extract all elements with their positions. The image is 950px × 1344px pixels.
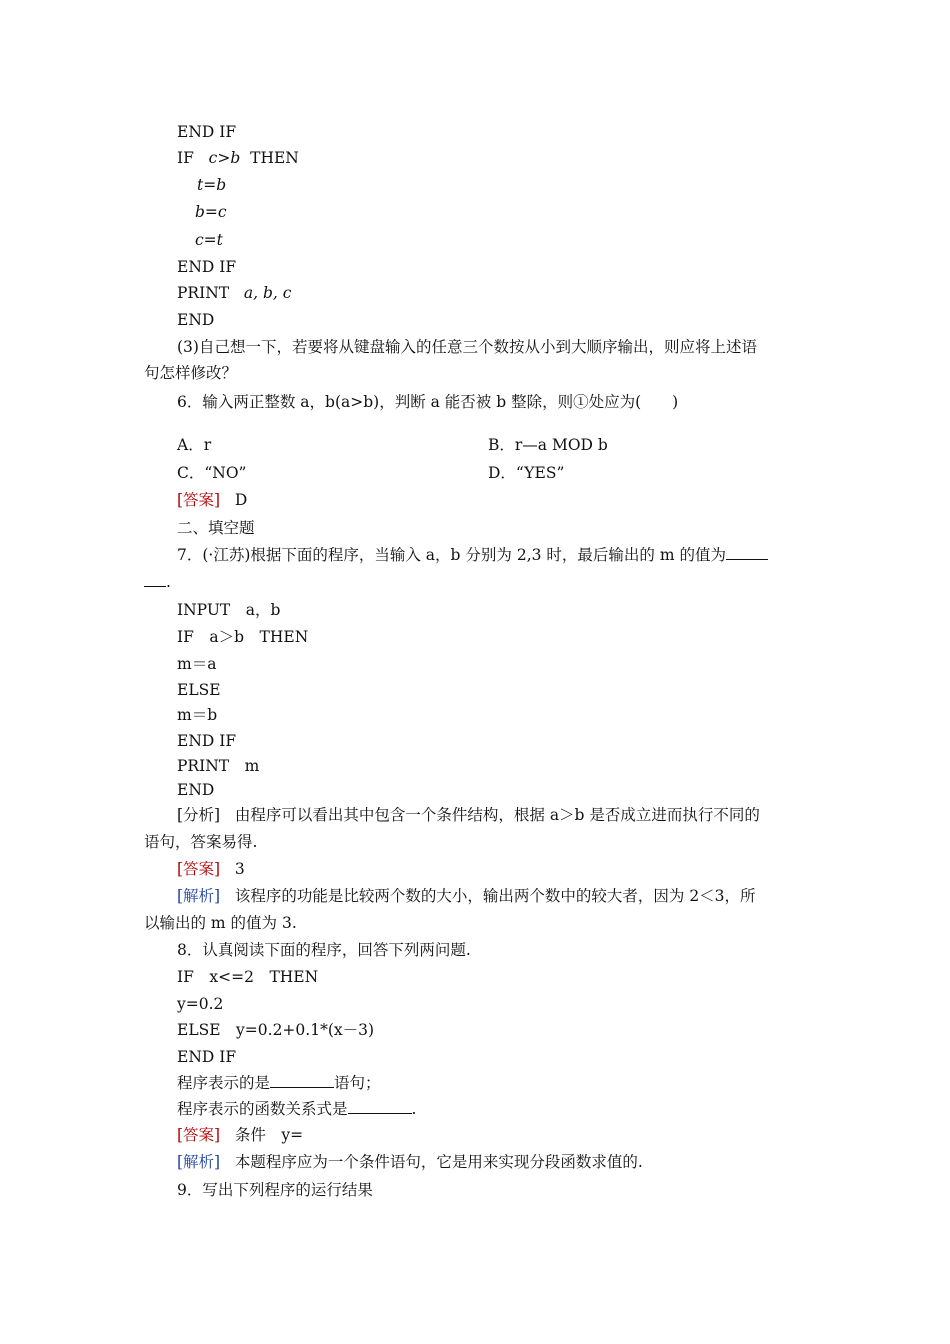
answer-blank bbox=[348, 1097, 412, 1114]
answer-value: D bbox=[234, 491, 248, 509]
code-line: ELSE bbox=[177, 681, 221, 699]
code-line: END bbox=[177, 311, 215, 329]
option-b: B．r—a MOD b bbox=[488, 436, 608, 454]
answer-value: 条件 y= bbox=[234, 1126, 304, 1144]
analysis-text: 由程序可以看出其中包含一个条件结构，根据 a＞b 是否成立进而执行不同的 bbox=[234, 806, 760, 824]
code-line: ELSE y=0.2+0.1*(x－3) bbox=[177, 1021, 375, 1039]
code-line: b=c bbox=[195, 203, 227, 221]
question-stem bbox=[177, 542, 768, 568]
code-keyword: IF bbox=[177, 149, 194, 167]
answer-blank bbox=[144, 570, 166, 587]
option-d: D．“YES” bbox=[488, 464, 565, 482]
question-text: 程序表示的是 bbox=[177, 1074, 271, 1092]
code-line: END IF bbox=[177, 123, 237, 141]
question-text: 句怎样修改？ bbox=[144, 364, 238, 382]
analysis-text: 语句，答案易得. bbox=[144, 833, 258, 851]
question-text: 7．(·江苏)根据下面的程序，当输入 a，b 分别为 2,3 时，最后输出的 m 的值为 bbox=[177, 546, 726, 564]
code-line bbox=[177, 145, 299, 171]
section-heading: 二、填空题 bbox=[177, 519, 255, 537]
code-line: END IF bbox=[177, 732, 237, 750]
option-c: C．“NO” bbox=[177, 464, 247, 482]
question-text: . bbox=[411, 1100, 417, 1118]
explain-line bbox=[177, 1149, 643, 1175]
explain-text: 以输出的 m 的值为 3. bbox=[144, 914, 297, 932]
answer-tag: [答案] bbox=[177, 860, 221, 878]
code-condition: c>b bbox=[208, 149, 241, 167]
question-stem-cont bbox=[144, 569, 171, 595]
options-row bbox=[177, 432, 877, 458]
answer-tag: [答案] bbox=[177, 1126, 221, 1144]
sub-question bbox=[177, 1070, 381, 1096]
code-keyword: THEN bbox=[250, 149, 299, 167]
question-text: 程序表示的函数关系式是 bbox=[177, 1100, 348, 1118]
code-line: END IF bbox=[177, 1048, 237, 1066]
code-line: IF x<=2 THEN bbox=[177, 968, 319, 986]
option-a: A．r bbox=[177, 436, 212, 454]
analysis-tag: [分析] bbox=[177, 806, 221, 824]
answer-blank bbox=[270, 1071, 334, 1088]
code-line bbox=[177, 280, 291, 306]
analysis-line bbox=[177, 802, 760, 828]
explain-text: 该程序的功能是比较两个数的大小，输出两个数中的较大者，因为 2＜3，所 bbox=[234, 887, 756, 905]
options-row bbox=[177, 460, 877, 486]
code-line: END bbox=[177, 781, 215, 799]
explain-line bbox=[177, 883, 756, 909]
answer-blank bbox=[726, 543, 768, 560]
code-line: INPUT a，b bbox=[177, 601, 281, 619]
answer-line bbox=[177, 1122, 303, 1148]
explain-text: 本题程序应为一个条件语句，它是用来实现分段函数求值的. bbox=[234, 1153, 643, 1171]
code-line: c=t bbox=[195, 231, 223, 249]
question-text: . bbox=[166, 573, 171, 591]
code-line: t=b bbox=[197, 176, 227, 194]
answer-line bbox=[177, 487, 247, 513]
code-line: PRINT m bbox=[177, 757, 260, 775]
code-line: IF a＞b THEN bbox=[177, 628, 309, 646]
question-text: (3)自己想一下，若要将从键盘输入的任意三个数按从小到大顺序输出，则应将上述语 bbox=[177, 338, 757, 356]
answer-line bbox=[177, 856, 245, 882]
question-stem: 9．写出下列程序的运行结果 bbox=[177, 1181, 373, 1199]
code-args: a, b, c bbox=[243, 284, 292, 302]
code-line: m＝a bbox=[177, 655, 217, 673]
code-line: END IF bbox=[177, 258, 237, 276]
sub-question bbox=[177, 1096, 416, 1122]
code-line: y=0.2 bbox=[177, 995, 224, 1013]
question-text: 语句； bbox=[334, 1074, 381, 1092]
code-keyword: PRINT bbox=[177, 284, 230, 302]
answer-value: 3 bbox=[234, 860, 245, 878]
explain-tag: [解析] bbox=[177, 887, 221, 905]
question-stem: 6．输入两正整数 a，b(a>b)，判断 a 能否被 b 整除，则①处应为( ) bbox=[177, 393, 679, 411]
explain-tag: [解析] bbox=[177, 1153, 221, 1171]
code-line: m＝b bbox=[177, 706, 218, 724]
question-stem: 8．认真阅读下面的程序，回答下列两问题. bbox=[177, 941, 471, 959]
answer-tag: [答案] bbox=[177, 491, 221, 509]
